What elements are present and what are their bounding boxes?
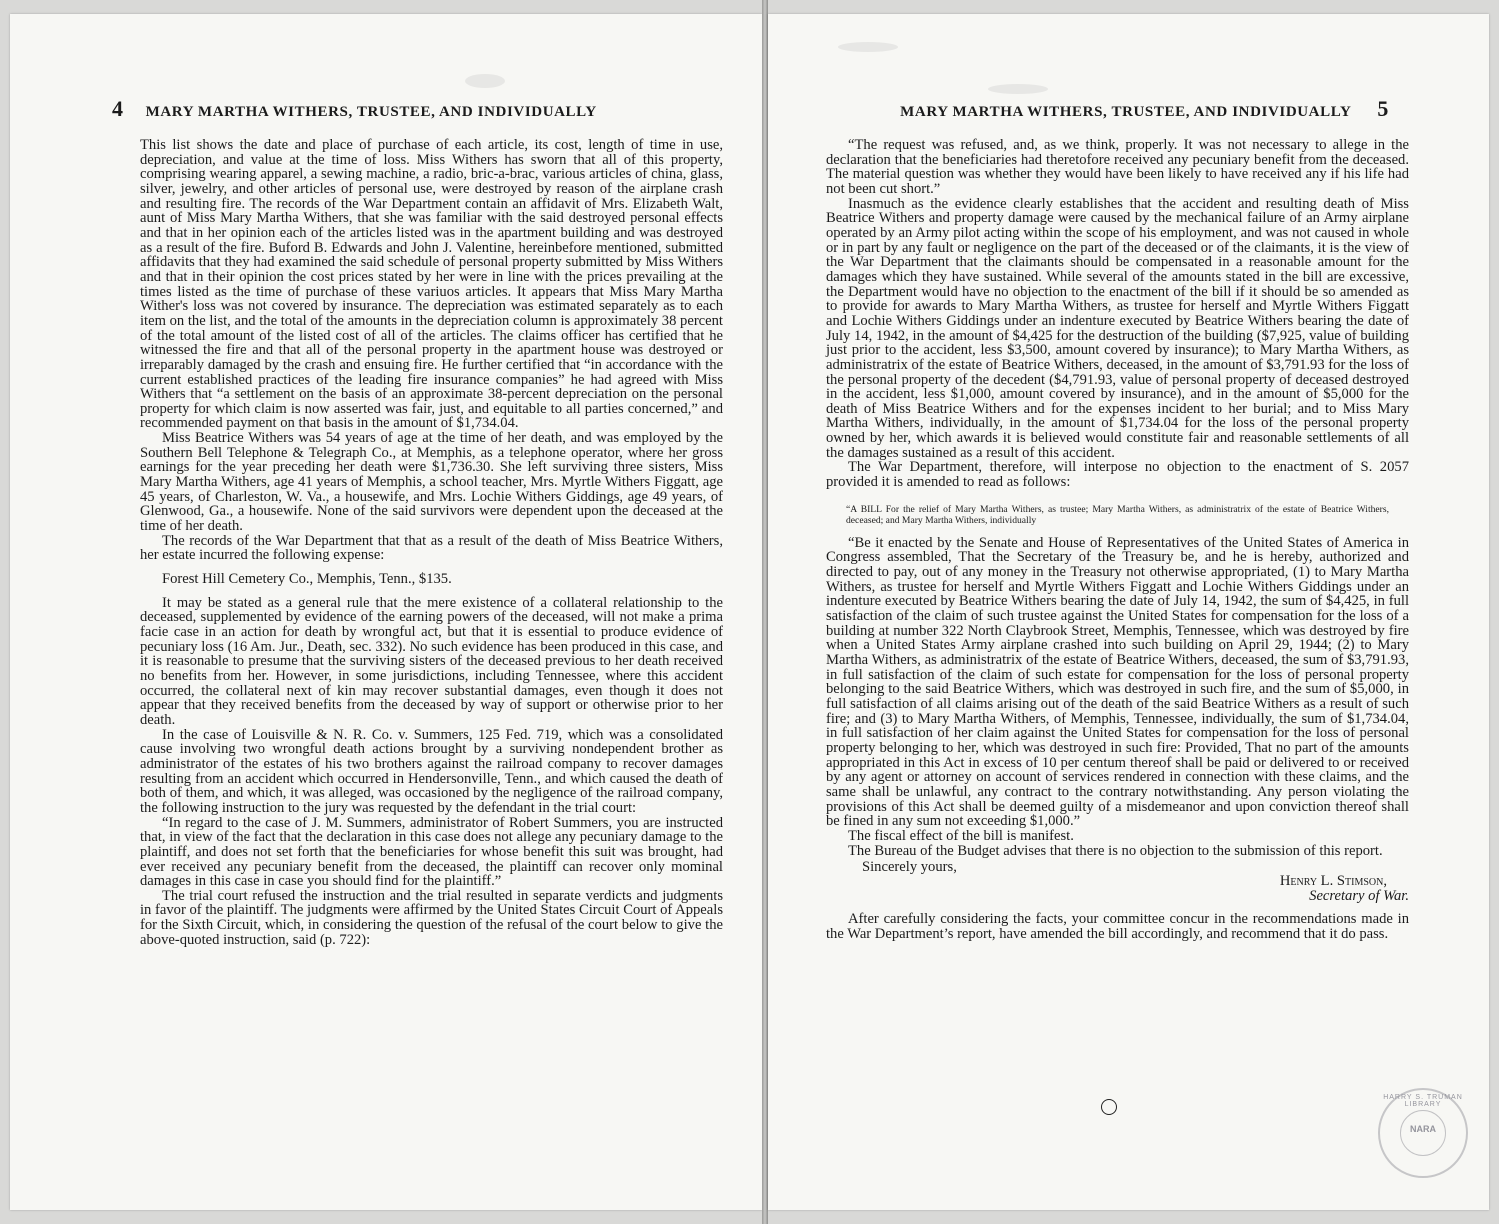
running-header <box>112 96 712 126</box>
page-body <box>826 138 1409 942</box>
scan-smudge <box>838 42 898 52</box>
end-mark-circle-icon <box>1101 1099 1117 1115</box>
right-page <box>768 14 1489 1210</box>
page-number: 4 <box>112 96 124 121</box>
scan-smudge <box>465 74 505 88</box>
library-stamp <box>1378 1088 1468 1178</box>
committee-recommendation: After carefully considering the facts, your committee concur in the recommendations made in the War Department’s report, have amended the bill accordingly, and recommend that it do pass. <box>826 911 1409 942</box>
paragraph: The records of the War Department that that as a result of the death of Miss Beatrice Withers, her estate incurred the following expense: <box>140 532 723 564</box>
bill-title: “A BILL For the relief of Mary Martha Withers, as trustee; Mary Martha Withers, as administratrix of the estate of Beatrice Withers, deceased; and Mary Martha Withers, individually <box>846 503 1389 526</box>
quoted-instruction: “In regard to the case of J. M. Summers, administrator of Robert Summers, you are instructed that, in view of the fact that the declaration in this case does not allege any pecuniary damage to the plaintiff, and does not set forth that the beneficiaries for whose benefit this suit was brought, had ever received any pecuniary benefit from the deceased, the plaintiff can recover only mominal damages in this case in case you should find for the plaintiff.” <box>140 814 723 890</box>
signer-name: Henry L. Stimson, <box>1279 873 1387 890</box>
left-page <box>10 14 762 1210</box>
running-head-title: MARY MARTHA WITHERS, TRUSTEE, AND INDIVIDUALLY <box>145 104 597 120</box>
scan-smudge <box>988 84 1048 94</box>
paragraph: Inasmuch as the evidence clearly establishes that the accident and resulting death of Miss Beatrice Withers and property damage were caused by the mechanical failure of an Army airplane operated by an Army pilot acting within the scope of his employment, and was not caused in whole or in part by any fault or negligence on the part of the deceased or of the claimants, it is the view of the War Department that the claimants should be compensated in a reasonable amount for the damages which they have sustained. While several of the amounts stated in the bill are excessive, the Department would have no objection to the enactment of the bill if it should be so amended as to provide for awards to Mary Martha Withers, as trustee for herself and Myrtle Withers Figgatt and Lochie Withers Giddings under an indenture executed by Beatrice Withers bearing the date of July 14, 1942, in the amount of $4,425 for the destruction of the building ($7,925, value of building just prior to the accident, less $3,500, amount covered by insurance); to Mary Martha Withers, as administratrix of the estate of Beatrice Withers, deceased, in the amount of $3,791.93 for the loss of the personal property of the decedent ($4,791.93, value of personal property of deceased destroyed in the accident, less $1,000, amount covered by insurance), and in the amount of $5,000 for the death of Miss Beatrice Withers and for the expenses incident to her burial; and to Miss Mary Martha Withers, individually, in the amount of $1,734.04 for the loss of the personal property owned by her, which awards it is believed would constitute fair and reasonable settlements of all the damages sustained as a result of this accident. <box>826 195 1409 461</box>
paragraph: In the case of Louisville & N. R. Co. v. Summers, 125 Fed. 719, which was a consolidated cause involving two wrongful death actions brought by a surviving nondependent brother as administrator of the estates of his two brothers against the railroad company to recover damages resulting from an accident which occurred in Hendersonville, Tenn., and which caused the death of both of them, and which, it was alleged, was occasioned by the negligence of the railroad company, the following instruction to the jury was requested by the defendant in the trial court: <box>140 726 723 816</box>
paragraph: It may be stated as a general rule that the mere existence of a collateral relationship to the deceased, supplemented by evidence of the earning powers of the deceased, will not make a prima facie case in an action for death by wrongful act, but that it is essential to produce evidence of pecuniary loss (16 Am. Jur., Death, sec. 332). No such evidence has been produced in this case, and it is reasonable to presume that the surviving sisters of the deceased previous to her death received no benefits from her. However, in some jurisdictions, including Tennessee, where this accident occurred, the collateral next of kin may recover substantial damages, even though it does not appear that they received benefits from the deceased by way of support or otherwise prior to her death. <box>140 594 723 728</box>
page-body <box>140 138 723 947</box>
paragraph: The War Department, therefore, will interpose no objection to the enactment of S. 2057 provided it is amended to read as follows: <box>826 459 1409 491</box>
bill-text: “Be it enacted by the Senate and House of Representatives of the United States of America in Congress assembled, That the Secretary of the Treasury be, and he is hereby, authorized and directed to pay, out of any money in the Treasury not otherwise appropriated, (1) to Mary Martha Withers, as trustee for herself and Myrtle Withers Figgatt and Lochie Withers Giddings under an indenture executed by Beatrice Withers bearing the date of July 14, 1942, the sum of $4,425, in full satisfaction of the claim of such trustee against the United States for compensation for the loss of a building at number 322 North Claybrook Street, Memphis, Tennessee, which was destroyed by fire when a United States Army airplane crashed into such building on April 29, 1944; (2) to Mary Martha Withers, as administratrix of the estate of Beatrice Withers, deceased, the sum of $3,791.93, in full satisfaction of the claim of such estate for compensation for the loss of personal property belonging to the said Beatrice Withers, which was destroyed in such fire, and the sum of $5,000, in full satisfaction of all claims arising out of the death of the said Beatrice Withers as a result of such fire; and (3) to Mary Martha Withers, of Memphis, Tennessee, individually, the sum of $1,734.04, in full satisfaction of her claim against the United States for compensation for the loss of personal property belonging to her, which was destroyed in such fire: Provided, That no part of the amounts appropriated in this Act in excess of 10 per centum thereof shall be paid or delivered to or received by any agent or attorney on account of services rendered in connection with these claims, and the same shall be unlawful, any contract to the contrary notwithstanding. Any person violating the provisions of this Act shall be deemed guilty of a misdemeanor and upon conviction thereof shall be fined in any sum not exceeding $1,000.” <box>826 534 1409 830</box>
paragraph: This list shows the date and place of purchase of each article, its cost, length of time in use, depreciation, and value at the time of loss. Miss Withers has sworn that all of this property, comprising wearing apparel, a sewing machine, a radio, bric-a-brac, various articles of china, glass, silver, jewelry, and other articles of personal use, were destroyed by reason of the airplane crash and resulting fire. The records of the War Department contain an affidavit of Mrs. Elizabeth Walt, aunt of Miss Mary Martha Withers, that she was familiar with the said destroyed personal effects and that in her opinion each of the articles listed was in the apartment building and was destroyed as a result of the fire. Buford B. Edwards and John J. Valentine, hereinbefore mentioned, submitted affidavits that they had examined the said schedule of personal property submitted by Miss Withers and that in their opinion the cost prices stated by her were in line with the prices prevailing at the times listed as the time of purchase of these variuos articles. It appears that Miss Mary Martha Wither's loss was not covered by insurance. The depreciation was estimated separately as to each item on the list, and the total of the amounts in the depreciation column is approximately 38 percent of the total amount of the listed cost of all of the articles. The claims officer has certified that he witnessed the fire and that all of the personal property in the apartment house was destroyed or irreparably damaged by the crash and ensuing fire. He further certified that “in accordance with the current established practices of the leading fire insurance companies” he had agreed with Miss Withers that “a settlement on the basis of an approximate 38-percent depreciation on the personal property for which claim is now asserted was fair, just, and equitable to all parties concerned,” and recommended payment on that basis in the amount of $1,734.04. <box>140 137 723 432</box>
quoted-court-opinion: “The request was refused, and, as we think, properly. It was not necessary to allege in the declaration that the beneficiaries had theretofore received any pecuniary benefit from the deceased. The material question was whether they would have been likely to have received any if his life had not been cut short.” <box>826 137 1409 197</box>
paragraph: Miss Beatrice Withers was 54 years of age at the time of her death, and was employed by the Southern Bell Telephone & Telegraph Co., at Memphis, as a telephone operator, where her gross earnings for the year preceding her death were $1,736.30. She left surviving three sisters, Miss Mary Martha Withers, age 41 years of Memphis, a school teacher, Mrs. Myrtle Withers Figgatt, age 45 years, of Charleston, W. Va., a housewife, and Mrs. Lochie Withers Giddings, age 49 years, of Glenwood, Ga., a housewife. None of the said survivors were dependent upon the deceased at the time of her death. <box>140 430 723 535</box>
page-number: 5 <box>1377 96 1389 121</box>
signer-title: Secretary of War. <box>1309 888 1409 905</box>
running-header <box>876 96 1389 126</box>
closing: Sincerely yours, <box>862 859 957 876</box>
stamp-ring-text: HARRY S. TRUMAN LIBRARY <box>1383 1094 1463 1108</box>
paragraph: The fiscal effect of the bill is manifest. <box>848 827 1074 844</box>
stamp-label: NARA <box>1410 1124 1436 1134</box>
signature-block <box>826 858 1409 904</box>
paragraph: The trial court refused the instruction and the trial resulted in separate verdicts and judgments in favor of the plaintiff. The judgments were affirmed by the United States Circuit Court of Appeals for the Sixth Circuit, which, in considering the question of the refusal of the court below to give the above-quoted instruction, said (p. 722): <box>140 887 723 948</box>
paragraph: The Bureau of the Budget advises that there is no objection to the submission of this report. <box>848 842 1383 859</box>
expense-item: Forest Hill Cemetery Co., Memphis, Tenn., $135. <box>162 571 452 588</box>
running-head-title: MARY MARTHA WITHERS, TRUSTEE, AND INDIVIDUALLY <box>900 104 1352 120</box>
